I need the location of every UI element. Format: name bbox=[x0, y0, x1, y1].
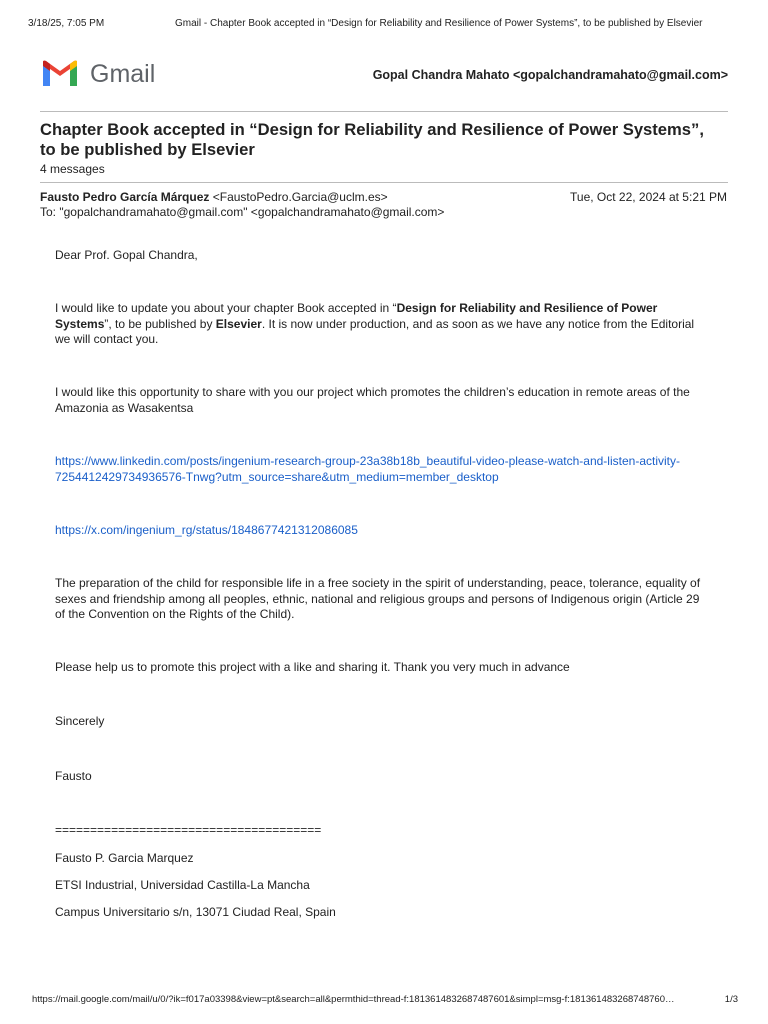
book-title-part2: Systems bbox=[55, 316, 105, 331]
subject-line-1: Chapter Book accepted in “Design for Reliability and Resilience of Power Systems”, bbox=[40, 120, 704, 139]
p1-text-c: . It is now under production, and as soon as we have any notice from the Editorial bbox=[261, 316, 695, 331]
page-number: 1/3 bbox=[724, 994, 738, 1005]
closing: Sincerely bbox=[55, 714, 105, 728]
print-url: https://mail.google.com/mail/u/0/?ik=f017a03398&view=pt&search=all&permthid=thread-f:1813614832687487601&simpl=msg-f:181361483268748760… bbox=[32, 994, 675, 1005]
sender-name: Fausto Pedro García Márquez bbox=[40, 190, 210, 204]
gmail-logo-icon bbox=[40, 59, 80, 89]
account-identity: Gopal Chandra Mahato <gopalchandramahato@gmail.com> bbox=[372, 68, 728, 82]
linkedin-link-line-2[interactable]: 7254412429734936576-Tnwg?utm_source=share&utm_medium=member_desktop bbox=[55, 469, 499, 484]
gmail-wordmark: Gmail bbox=[90, 59, 156, 88]
paragraph-convention bbox=[55, 576, 715, 623]
signature-separator: ====================================== bbox=[55, 823, 322, 837]
sender bbox=[40, 190, 388, 204]
greeting: Dear Prof. Gopal Chandra, bbox=[55, 248, 198, 262]
p3-line-2: sexes and friendship among all peoples, ethnic, national and religious groups and persons of Indigenous origin (Article 29 bbox=[55, 591, 700, 606]
paragraph-update bbox=[55, 301, 715, 348]
paragraph-request: Please help us to promote this project with a like and sharing it. Thank you very much in advance bbox=[55, 660, 570, 674]
p3-line-3: of the Convention on the Rights of the Child). bbox=[55, 607, 295, 621]
signature-organization: ETSI Industrial, Universidad Castilla-La Mancha bbox=[55, 878, 310, 892]
message-count: 4 messages bbox=[40, 162, 105, 176]
subject-line-2: to be published by Elsevier bbox=[40, 140, 255, 159]
subject-divider bbox=[40, 182, 728, 183]
publisher-name: Elsevier bbox=[215, 316, 262, 331]
p1-text-a: I would like to update you about your chapter Book accepted in “ bbox=[55, 301, 397, 315]
print-datetime: 3/18/25, 7:05 PM bbox=[28, 18, 105, 29]
recipient: To: "gopalchandramahato@gmail.com" <gopalchandramahato@gmail.com> bbox=[40, 205, 445, 219]
paragraph-project bbox=[55, 385, 715, 416]
gmail-brand bbox=[40, 58, 155, 90]
message-date: Tue, Oct 22, 2024 at 5:21 PM bbox=[570, 190, 727, 204]
signature-address: Campus Universitario s/n, 13071 Ciudad Real, Spain bbox=[55, 905, 336, 919]
p1-text-d: we will contact you. bbox=[55, 332, 159, 346]
print-title: Gmail - Chapter Book accepted in “Design for Reliability and Resilience of Power Systems”, to be published by Elsevier bbox=[175, 18, 703, 29]
linkedin-link-line-1[interactable]: https://www.linkedin.com/posts/ingenium-research-group-23a38b18b_beautiful-video-please-watch-and-listen-activity- bbox=[55, 454, 680, 468]
p2-line-2: Amazonia as Wasakentsa bbox=[55, 400, 194, 415]
p3-line-1: The preparation of the child for responsible life in a free society in the spirit of understanding, peace, tolerance, equality of bbox=[55, 576, 701, 590]
thread-subject bbox=[40, 120, 730, 160]
sender-email: <FaustoPedro.Garcia@uclm.es> bbox=[212, 190, 388, 204]
p1-text-b: ”, to be published by bbox=[104, 316, 216, 331]
header-divider bbox=[40, 111, 728, 112]
p2-line-1: I would like this opportunity to share with you our project which promotes the children’s education in remote areas of the bbox=[55, 385, 690, 399]
x-link[interactable]: https://x.com/ingenium_rg/status/1848677421312086085 bbox=[55, 523, 358, 537]
linkedin-link[interactable] bbox=[55, 454, 715, 485]
signature-name: Fausto P. Garcia Marquez bbox=[55, 851, 194, 865]
signoff: Fausto bbox=[55, 769, 92, 783]
book-title-part1: Design for Reliability and Resilience of Power bbox=[396, 301, 658, 315]
